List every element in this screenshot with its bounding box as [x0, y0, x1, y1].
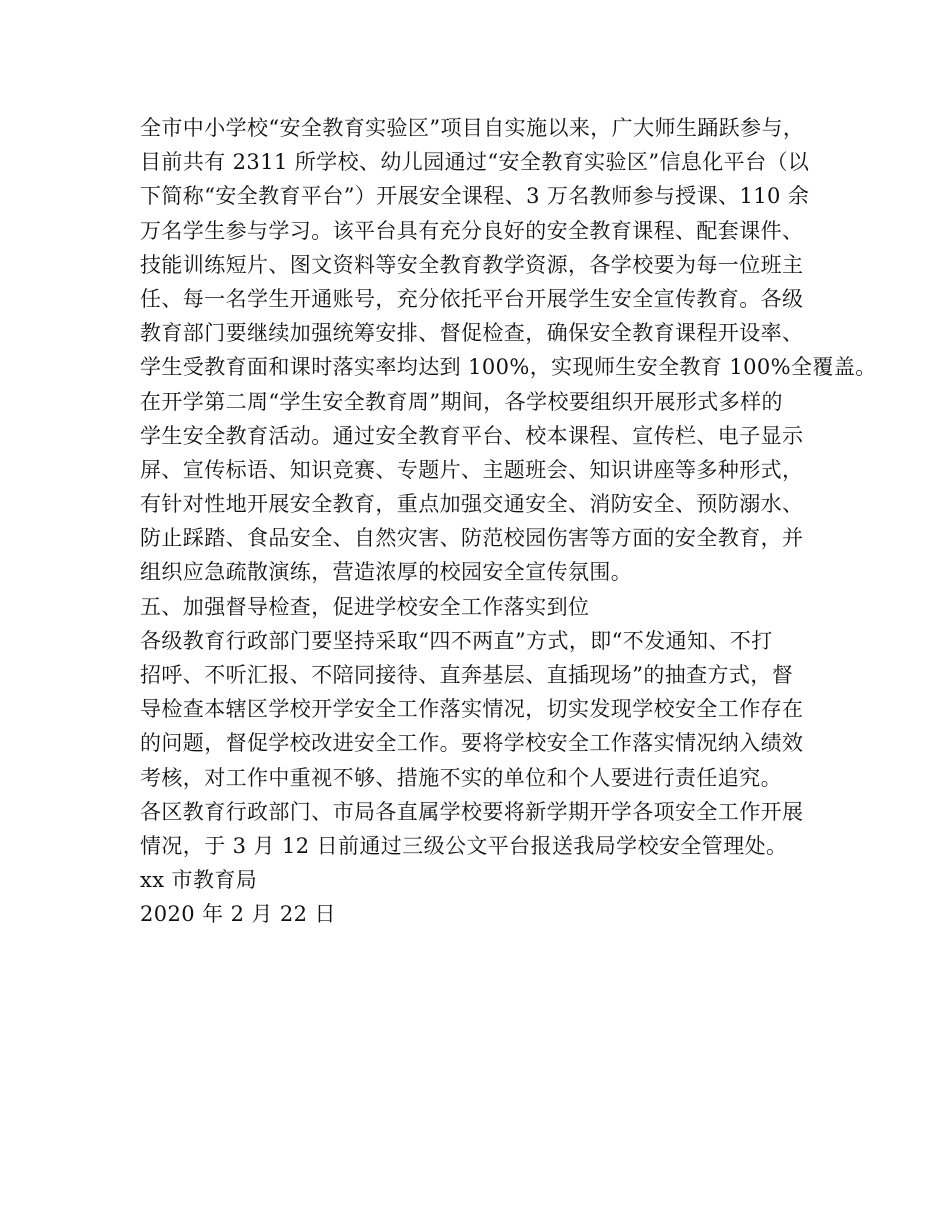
text-line: 屏、宣传标语、知识竞赛、专题片、主题班会、知识讲座等多种形式， — [140, 457, 804, 482]
text-line: 组织应急疏散演练，营造浓厚的校园安全宣传氛围。 — [140, 560, 633, 585]
text-line: 下简称“安全教育平台”）开展安全课程、3 万名教师参与授课、110 余 — [140, 184, 810, 209]
text-line: 万名学生参与学习。该平台具有充分良好的安全教育课程、配套课件、 — [140, 218, 804, 243]
text-line: 全市中小学校“安全教育实验区”项目自实施以来，广大师生踊跃参与， — [140, 116, 805, 140]
text-line: 考核，对工作中重视不够、措施不实的单位和个人要进行责任追究。 — [140, 765, 782, 790]
text-line: 有针对性地开展安全教育，重点加强交通安全、消防安全、预防溺水、 — [140, 492, 804, 517]
text-line: 学生安全教育活动。通过安全教育平台、校本课程、宣传栏、电子显示 — [140, 423, 804, 448]
text-line: 的问题，督促学校改进安全工作。要将学校安全工作落实情况纳入绩效 — [140, 731, 804, 756]
document-body — [140, 111, 877, 932]
text-line: 教育部门要继续加强统筹安排、督促检查，确保安全教育课程开设率、 — [140, 321, 804, 346]
issuer-signature: xx 市教育局 — [140, 868, 258, 893]
text-line: 情况，于 3 月 12 日前通过三级公文平台报送我局学校安全管理处。 — [140, 833, 788, 858]
text-line: 任、每一名学生开通账号，充分依托平台开展学生安全宣传教育。各级 — [140, 286, 804, 311]
text-line: 招呼、不听汇报、不陪同接待、直奔基层、直插现场”的抽查方式，督 — [140, 663, 794, 687]
text-line: 防止踩踏、食品安全、自然灾害、防范校园伤害等方面的安全教育，并 — [140, 526, 804, 551]
issue-date: 2020 年 2 月 22 日 — [140, 902, 336, 927]
text-line: 技能训练短片、图文资料等安全教育教学资源，各学校要为每一位班主 — [140, 252, 804, 277]
text-line: 各区教育行政部门、市局各直属学校要将新学期开学各项安全工作开展 — [140, 799, 804, 824]
text-line: 各级教育行政部门要坚持采取“四不两直”方式，即“不发通知、不打 — [140, 628, 773, 653]
text-line: 学生受教育面和课时落实率均达到 100%，实现师生安全教育 100%全覆盖。 — [140, 355, 877, 380]
text-line: 导检查本辖区学校开学安全工作落实情况，切实发现学校安全工作存在 — [140, 697, 804, 722]
section-heading: 五、加强督导检查，促进学校安全工作落实到位 — [140, 594, 590, 619]
text-line: 在开学第二周“学生安全教育周”期间，各学校要组织开展形式多样的 — [140, 389, 783, 414]
text-line: 目前共有 2311 所学校、幼儿园通过“安全教育实验区”信息化平台（以 — [140, 150, 810, 175]
